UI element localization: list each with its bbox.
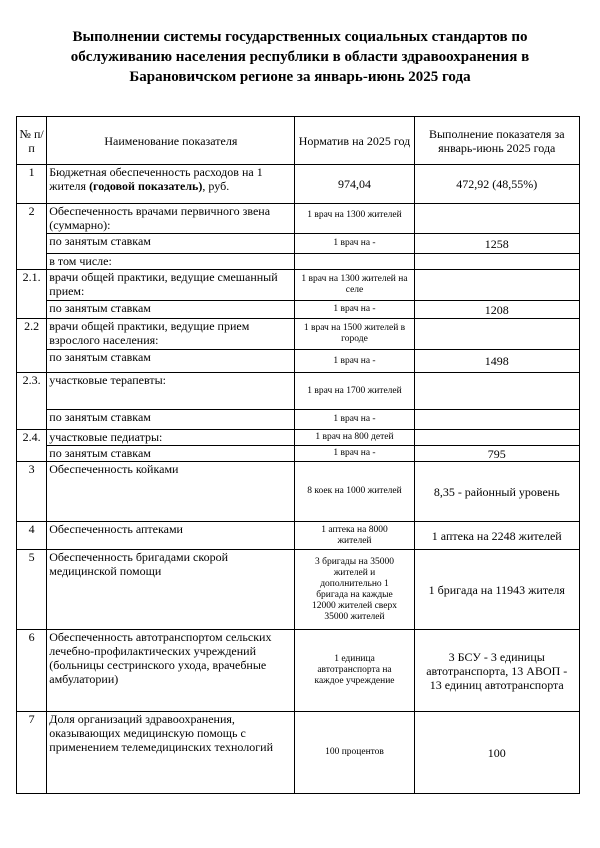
row-name: Обеспеченность койками: [47, 462, 295, 522]
row-norm: [295, 254, 414, 270]
row-sub-norm: 1 врач на -: [295, 234, 414, 254]
row-num: 6: [17, 630, 47, 712]
row-sub-name: по занятым ставкам: [47, 234, 295, 254]
row-num: 2: [17, 204, 47, 270]
header-num: № п/п: [17, 117, 47, 165]
row-sub-name: по занятым ставкам: [47, 350, 295, 373]
row-sub-fact: 1258: [414, 234, 579, 254]
row-name-part: Бюджетная обеспеченность расходов на 1 жителя: [49, 165, 263, 193]
title-line-1: Выполнении системы государственных социальных стандартов по: [72, 29, 528, 45]
row-norm: 100 процентов: [295, 712, 414, 794]
row-num-cont: [17, 350, 47, 373]
row-num: 5: [17, 550, 47, 630]
row-fact: [414, 319, 579, 350]
row-norm: 1 врач на 1500 жителей в городе: [295, 319, 414, 350]
row-name: Обеспеченность врачами первичного звена (суммарно):: [47, 204, 295, 234]
row-fact: [414, 373, 579, 410]
table-row: [17, 319, 580, 350]
row-name: Обеспеченность аптеками: [47, 522, 295, 550]
row-norm: 1 единица автотранспорта на каждое учреждение: [295, 630, 414, 712]
row-sub-norm: 1 врач на -: [295, 301, 414, 319]
row-name: врачи общей практики, ведущие смешанный прием:: [47, 270, 295, 301]
table-row: [17, 204, 580, 234]
row-fact: [414, 204, 579, 234]
row-name: участковые педиатры:: [47, 430, 295, 446]
table-row: [17, 712, 580, 794]
table-row: [17, 430, 580, 446]
table-row: [17, 301, 580, 319]
row-fact: 100: [414, 712, 579, 794]
header-norm: Норматив на 2025 год: [295, 117, 414, 165]
row-num: 2.1.: [17, 270, 47, 301]
row-name-part: , руб.: [202, 179, 230, 193]
table-row: [17, 270, 580, 301]
table-row: [17, 522, 580, 550]
row-norm: 1 аптека на 8000 жителей: [295, 522, 414, 550]
document-title: [20, 27, 580, 87]
row-num: 4: [17, 522, 47, 550]
row-name: [47, 165, 295, 204]
row-sub-fact: [414, 410, 579, 430]
table-row: [17, 234, 580, 254]
table-row: [17, 446, 580, 462]
row-name: Доля организаций здравоохранения, оказывающих медицинскую помощь с применением телемедицинских технологий: [47, 712, 295, 794]
title-line-2: обслуживанию населения республики в области здравоохранения в: [70, 49, 530, 65]
row-sub-norm: 1 врач на -: [295, 446, 414, 462]
row-sub-norm: 1 врач на -: [295, 350, 414, 373]
row-num: 2.2: [17, 319, 47, 350]
row-fact: 3 БСУ - 3 единицы автотранспорта, 13 АВОП - 13 единиц автотранспорта: [414, 630, 579, 712]
table-row: [17, 550, 580, 630]
row-fact: [414, 270, 579, 301]
row-norm: 1 врач на 800 детей: [295, 430, 414, 446]
row-fact: [414, 254, 579, 270]
row-name: участковые терапевты:: [47, 373, 295, 410]
table-row: [17, 165, 580, 204]
table-row: [17, 410, 580, 430]
row-norm: 8 коек на 1000 жителей: [295, 462, 414, 522]
row-num-cont: [17, 301, 47, 319]
header-name: Наименование показателя: [47, 117, 295, 165]
row-num: 2.3.: [17, 373, 47, 430]
row-fact: [414, 430, 579, 446]
standards-table: [16, 116, 580, 794]
row-name: Обеспеченность автотранспортом сельских лечебно-профилактических учреждений (больницы сестринского ухода, врачебные амбулатории): [47, 630, 295, 712]
row-sub-name: по занятым ставкам: [47, 446, 295, 462]
row-fact: 1 аптека на 2248 жителей: [414, 522, 579, 550]
row-norm: 1 врач на 1700 жителей: [295, 373, 414, 410]
row-norm: 3 бригады на 35000 жителей и дополнительно 1 бригада на каждые 12000 жителей сверх 35000 жителей: [295, 550, 414, 630]
row-name: врачи общей практики, ведущие прием взрослого населения:: [47, 319, 295, 350]
row-fact: 8,35 - районный уровень: [414, 462, 579, 522]
row-norm: 974,04: [295, 165, 414, 204]
row-num: 7: [17, 712, 47, 794]
table-row: [17, 350, 580, 373]
table-header-row: [17, 117, 580, 165]
row-sub-name: по занятым ставкам: [47, 410, 295, 430]
row-norm: 1 врач на 1300 жителей: [295, 204, 414, 234]
row-sub-norm: 1 врач на -: [295, 410, 414, 430]
table-row: [17, 630, 580, 712]
row-incl: в том числе:: [47, 254, 295, 270]
header-fact: Выполнение показателя за январь-июнь 2025 года: [414, 117, 579, 165]
row-fact: 1 бригада на 11943 жителя: [414, 550, 579, 630]
row-fact: 472,92 (48,55%): [414, 165, 579, 204]
table-row: [17, 462, 580, 522]
row-sub-name: по занятым ставкам: [47, 301, 295, 319]
row-num: 1: [17, 165, 47, 204]
table-row: [17, 254, 580, 270]
row-name-bold: (годовой показатель): [89, 179, 203, 193]
row-num: 3: [17, 462, 47, 522]
row-sub-fact: 795: [414, 446, 579, 462]
row-name: Обеспеченность бригадами скорой медицинской помощи: [47, 550, 295, 630]
row-sub-fact: 1498: [414, 350, 579, 373]
row-norm: 1 врач на 1300 жителей на селе: [295, 270, 414, 301]
row-num: 2.4.: [17, 430, 47, 462]
title-line-3: Барановичском регионе за январь-июнь 2025 года: [129, 69, 471, 85]
row-sub-fact: 1208: [414, 301, 579, 319]
table-row: [17, 373, 580, 410]
